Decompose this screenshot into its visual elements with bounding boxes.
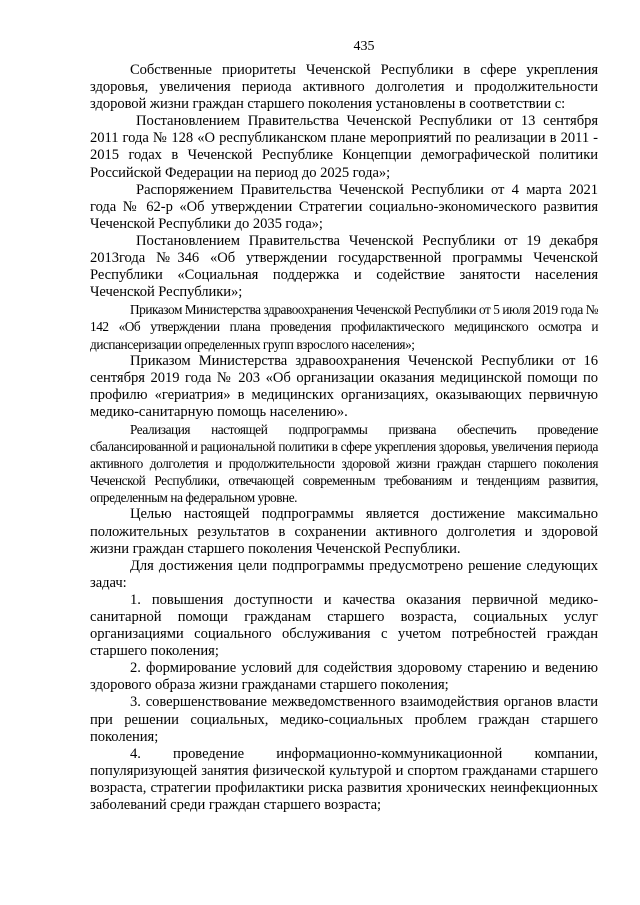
paragraph-resolution-128: Постановлением Правительства Чеченской Республики от 13 сентября 2011 года № 128 «О республиканском плане мероприятий по реализации в 2011 - 2015 годах в Чеченской Республике Концепции демографической политики Российской Федерации на период до 2025 года»;: [90, 113, 598, 181]
paragraph-order-142: Приказом Министерства здравоохранения Чеченской Республики от 5 июля 2019 года № 142 «Об утверждении плана проведения профилактического медицинского осмотра и диспансеризации определенных групп взрослого населения»;: [90, 302, 598, 352]
page-number: 435: [353, 39, 375, 54]
task-item-4: 4. проведение информационно-коммуникационной компании, популяризующей занятия физической культурой и спортом гражданами старшего возраста, стратегии профилактики риска развития хронических неинфекционных заболеваний среди граждан старшего возраста;: [90, 745, 598, 814]
paragraph-goal: Целью настоящей подпрограммы является достижение максимально положительных результатов в сохранении активного долголетия и здоровой жизни граждан старшего поколения Чеченской Республики.: [90, 506, 598, 557]
paragraph-priorities: Собственные приоритеты Чеченской Республики в сфере укрепления здоровья, увеличения периода активного долголетия и продолжительности здоровой жизни граждан старшего поколения установлены в соответствии с:: [90, 62, 598, 113]
paragraph-order-203: Приказом Министерства здравоохранения Чеченской Республики от 16 сентября 2019 года № 203 «Об организации оказания медицинской помощи по профилю «гериатрия» в медицинских организациях, оказывающих первичную медико-санитарную помощь населению».: [90, 352, 598, 420]
paragraph-implementation: Реализация настоящей подпрограммы призвана обеспечить проведение сбалансированной и рациональной политики в сфере укрепления здоровья, увеличения периода активного долголетия и продолжительности здоровой жизни граждан старшего поколения Чеченской Республики, отвечающей современным требованиям и тенденциям развития, определенным на федеральном уровне.: [90, 421, 598, 506]
task-item-2: 2. формирование условий для содействия здоровому старению и ведению здорового образа жизни гражданами старшего поколения;: [90, 660, 598, 694]
task-item-1: 1. повышения доступности и качества оказания первичной медико-санитарной помощи гражданам старшего возраста, социальных услуг организациями социального обслуживания с учетом потребностей граждан старшего поколения;: [90, 591, 598, 660]
paragraph-order-62r: Распоряжением Правительства Чеченской Республики от 4 марта 2021 года № 62-р «Об утверждении Стратегии социально-экономического развития Чеченской Республики до 2035 года»;: [90, 181, 598, 232]
task-item-3: 3. совершенствование межведомственного взаимодействия органов власти при решении социальных, медико-социальных проблем граждан старшего поколения;: [90, 694, 598, 745]
paragraph-resolution-346: Постановлением Правительства Чеченской Республики от 19 декабря 2013года №346 «Об утверждении государственной программы Чеченской Республики «Социальная поддержка и содействие занятости населения Чеченской Республики»;: [90, 232, 598, 301]
document-page: [90, 38, 598, 814]
paragraph-tasks-intro: Для достижения цели подпрограммы предусмотрено решение следующих задач:: [90, 557, 598, 591]
